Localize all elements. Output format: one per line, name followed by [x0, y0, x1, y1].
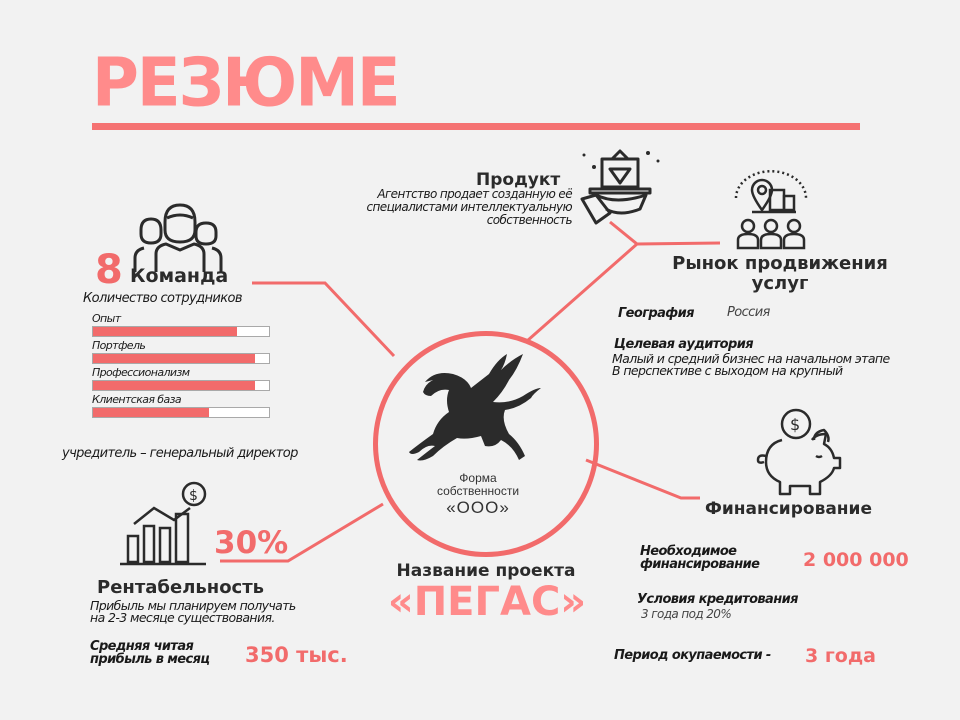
payback-period-value: 3 года: [805, 645, 876, 667]
team-title: Команда: [130, 265, 229, 287]
hand-gift-diamond-icon: [574, 145, 666, 227]
team-people-icon: [132, 202, 224, 274]
required-funding-label: Необходимое финансирование: [640, 544, 760, 572]
location-audience-icon: [730, 168, 812, 254]
payback-period-label: Период окупаемости -: [614, 648, 771, 663]
skill-label: Профессионализм: [92, 366, 190, 379]
profitability-description: [90, 600, 350, 624]
ownership-form-label: Форма собственности: [436, 471, 520, 498]
geography-label: География: [618, 306, 694, 321]
credit-terms-label: Условия кредитования: [637, 592, 798, 607]
profitability-line-1: Прибыль мы планируем получать: [90, 598, 296, 613]
skill-bar-client-base: [92, 407, 270, 418]
profitability-percent: 30%: [214, 525, 289, 561]
avg-profit-value: 350 тыс.: [245, 643, 348, 667]
skill-fill: [93, 408, 209, 417]
skill-fill: [93, 327, 237, 336]
project-name-label: Название проекта: [396, 561, 576, 581]
audience-description: [612, 353, 942, 377]
piggy-bank-icon: [752, 404, 848, 498]
skill-fill: [93, 381, 255, 390]
ownership-form-value: «ООО»: [446, 498, 510, 517]
skill-bar-portfolio: [92, 353, 270, 364]
founder-note: учредитель – генеральный директор: [62, 446, 298, 461]
team-subtitle: Количество сотрудников: [83, 291, 242, 306]
growth-chart-dollar-icon: [118, 480, 210, 566]
page-title: РЕЗЮМЕ: [92, 44, 399, 123]
avg-profit-label: [90, 640, 209, 666]
product-title: Продукт: [476, 170, 561, 190]
team-count: 8: [95, 247, 123, 293]
skill-label: Опыт: [92, 312, 121, 325]
geography-value: Россия: [727, 305, 770, 320]
profitability-title: Рентабельность: [97, 577, 265, 598]
svg-text:$: $: [790, 415, 801, 434]
skill-fill: [93, 354, 255, 363]
product-description: Агентство продает созданную её специалистами интеллектуальную собственность: [366, 187, 572, 227]
skill-label: Клиентская база: [92, 393, 182, 406]
title-underline: [92, 123, 860, 130]
project-name: «ПЕГАС»: [387, 579, 587, 625]
audience-line-2: В перспективе с выходом на крупный: [612, 363, 843, 378]
skill-label: Портфель: [92, 339, 146, 352]
svg-text:$: $: [189, 488, 198, 504]
avg-profit-label-line-2: прибыль в месяц: [90, 652, 210, 667]
audience-label: Целевая аудитория: [614, 337, 753, 352]
required-funding-value: 2 000 000: [803, 549, 909, 571]
avg-profit-label-line-1: Средняя читая: [90, 639, 194, 654]
market-title: Рынок продвижения услуг: [672, 253, 888, 294]
profitability-line-2: на 2-3 месяце существования.: [90, 610, 275, 625]
credit-terms-value: 3 года под 20%: [641, 607, 732, 621]
audience-line-1: Малый и средний бизнес на начальном этапе: [612, 351, 890, 366]
skill-bar-professionalism: [92, 380, 270, 391]
skill-bar-experience: [92, 326, 270, 337]
skills-list: [92, 312, 270, 420]
finance-title: Финансирование: [705, 499, 872, 519]
